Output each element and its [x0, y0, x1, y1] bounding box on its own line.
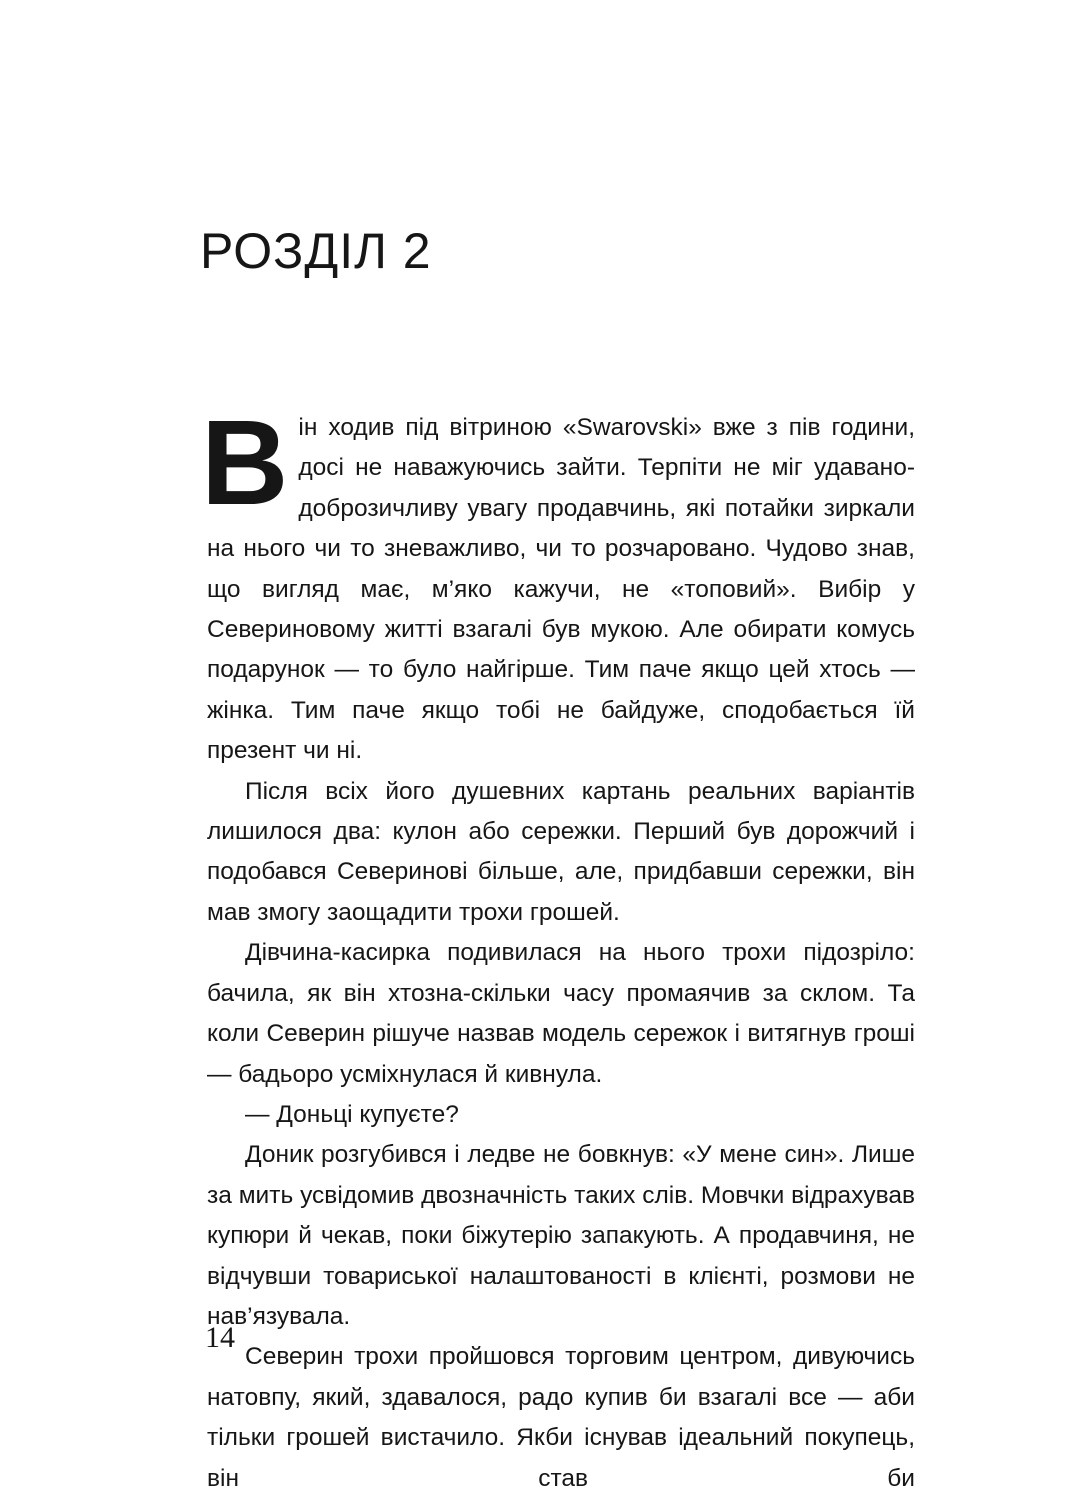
- paragraph-4: — Доньці купуєте?: [245, 1100, 459, 1128]
- page-number: 14: [205, 1321, 235, 1354]
- paragraph-6: Северин трохи пройшовся торговим центром, дивуючись натовпу, який, здавалося, радо купив би взагалі все — аби тільки грошей вистачило. Якби існував ідеальний покупець, він став би: [207, 1343, 915, 1492]
- paragraph-5: Доник розгубився і ледве не бовкнув: «У мене син». Лише за мить усвідомив двозначність таких слів. Мовчки відрахував купюри й чекав, поки біжутерію запакують. А продавчиня, не відчувши товариської налаштованості в клієнті, розмови не нав’язувала.: [207, 1141, 915, 1330]
- paragraph-2: Після всіх його душевних картань реальних варіантів лишилося два: кулон або сережки. Перший був дорожчий і подобався Северинові більше, але, придбавши сережки, він мав змогу заощадити трохи грошей.: [207, 777, 915, 926]
- drop-cap: В: [201, 394, 289, 530]
- body-text: [201, 394, 915, 1499]
- paragraph-3: Дівчина-касирка подивилася на нього трохи підозріло: бачила, як він хтозна-скільки часу промаячив за склом. Та коли Северин рішуче назвав модель сережок і витягнув гроші — бадьоро усміхнулася й кивнула.: [207, 939, 915, 1088]
- paragraph-1-text: ін ходив під вітриною «Swarovski» вже з пів години, досі не наважуючись зайти. Терпіти не міг удавано-доброзичливу увагу продавчинь, які потайки зиркали на нього чи то зневажливо, чи то розчаровано. Чудово знав, що вигляд має, м’яко кажучи, не «топовий». Вибір у Севериновому житті взагалі був мукою. Але обирати комусь подарунок — то було найгірше. Тим паче якщо цей хтось — жінка. Тим паче якщо тобі не байдуже, сподобається їй презент чи ні.: [207, 414, 915, 765]
- chapter-title: РОЗДІЛ 2: [200, 223, 432, 279]
- paragraph-1: [201, 394, 915, 772]
